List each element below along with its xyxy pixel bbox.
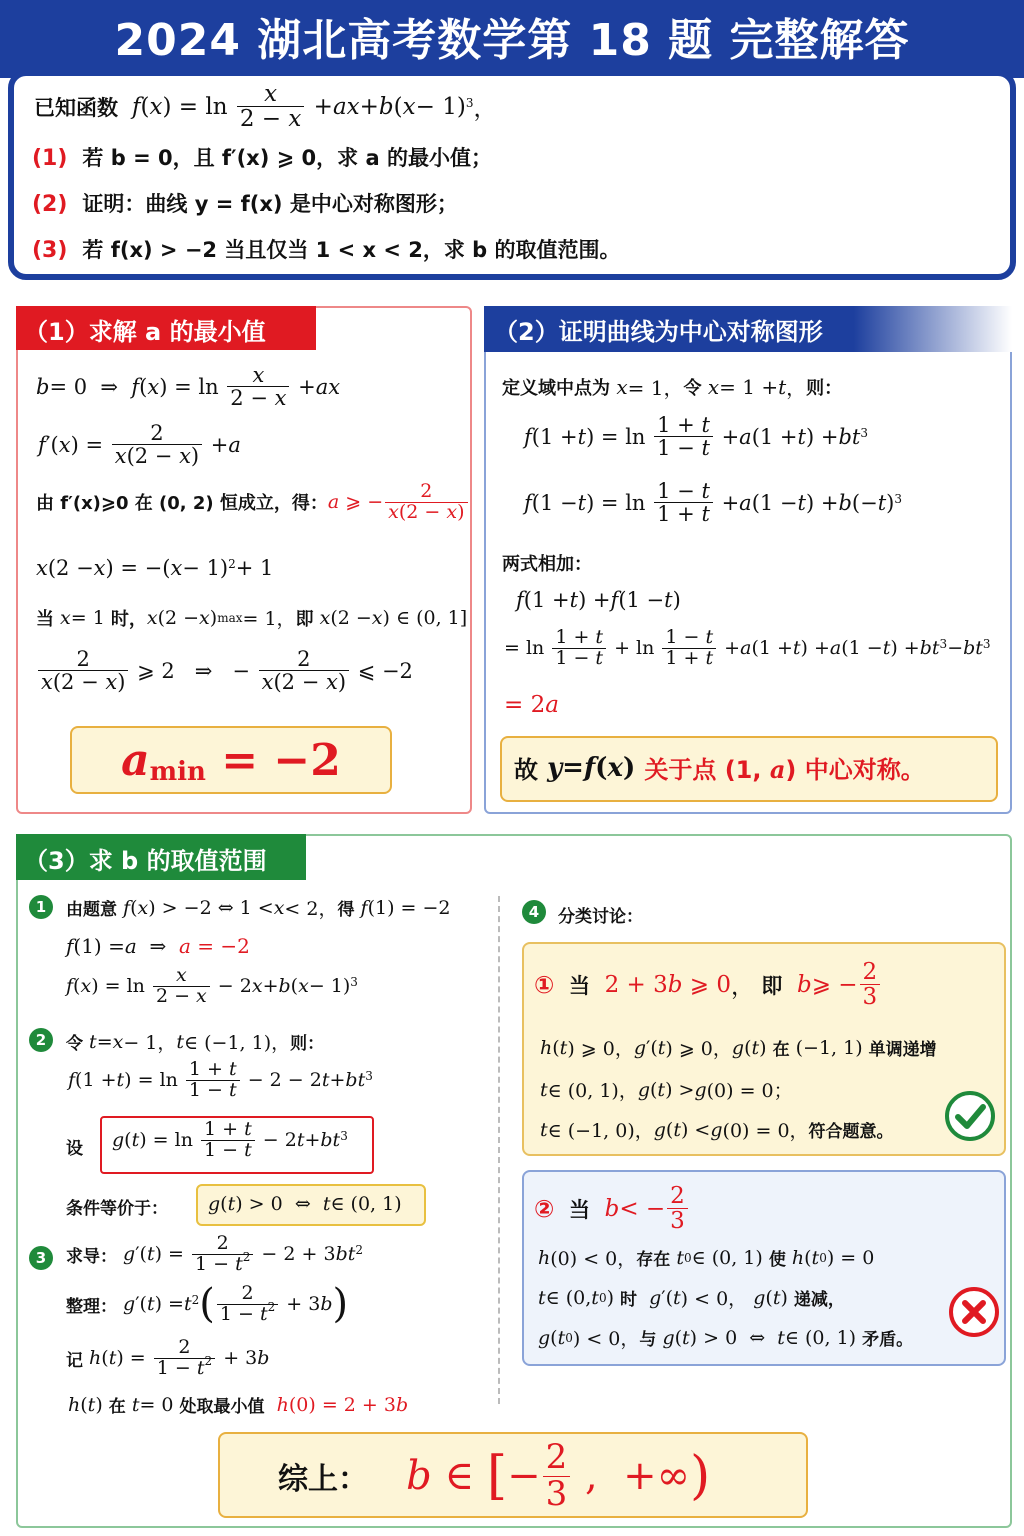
step3-line2-label: 整理： (66, 1296, 117, 1317)
step3-line1-label: 求导： (66, 1246, 117, 1267)
part1-line5: 当 x = 1 时， x (2 − x ) max = 1， 即 x (2 − x ) ∈ (0, 1] (36, 606, 468, 630)
part2-title: （2）证明曲线为中心对称图形 (494, 318, 823, 346)
step1-line1: 由题意 f ( x ) > −2 ⇔ 1 < x < 2， 得 f (1) = −2 (66, 896, 451, 920)
step3-line4: h ( t ) 在 t = 0 处取最小值 h(0) = 2 + 3b (68, 1393, 409, 1417)
part2-line2: f (1 + t ) = ln $\frac{1 + t}{1 - t}$ + a (1 + t ) + bt $^3$ (524, 413, 868, 461)
case2-num: ② (534, 1194, 555, 1223)
step2-line4: g ( t ) > 0 ⇔ t ∈ (0, 1) (208, 1193, 402, 1215)
q2-text: 证明：曲线 y = f(x) 是中心对称图形； (82, 192, 458, 216)
case1-line1: h ( t ) ⩾ 0， g ′( t ) ⩾ 0， g ( t ) 在 (−1, 1) 单调递增 (540, 1036, 937, 1060)
step2-line4-label: 条件等价于： (66, 1199, 168, 1219)
problem-given: 已知函数 f ( x ) = ln $\frac{x}{2 - x}$ + ax + b ( x − 1) $^3$ ， (34, 81, 497, 133)
line3-prefix: 由 f′(x)⩾0 在 (0, 2) 恒成立，得： (36, 493, 328, 515)
q2-label: (2) (32, 192, 68, 217)
step4-badge: 4 (522, 900, 546, 924)
part2-line7: = 2 a (504, 692, 559, 718)
problem-q1 (32, 142, 492, 172)
cross-icon (948, 1286, 1000, 1338)
step2-line2: f (1 + t ) = ln $\frac{1 + t}{1 - t}$ − 2 − 2 t + bt $^3$ (68, 1058, 373, 1101)
part1-line4: x (2 − x ) = −( x − 1) $^2$ + 1 (36, 556, 274, 580)
part2-line5: f (1 + t ) + f (1 − t ) (516, 588, 681, 612)
part1-line1: b = 0 ⇒ f ( x ) = ln $\frac{x}{2 - x}$ + ax (36, 363, 341, 411)
case1-line3: t ∈ (−1, 0)， g ( t ) < g (0) = 0， 符合题意。 (540, 1118, 894, 1142)
part1-line6: $\frac{2}{x(2 - x)}$ ⩾ 2 ⇒ − $\frac{2}{x(2 - x)}$ ⩽ −2 (36, 648, 413, 693)
part1-line3: 由 f′(x)⩾0 在 (0, 2) 恒成立，得： a ⩾ − $\frac{2}{x(2 - x)}$ (36, 482, 470, 523)
step2-line3: g ( t ) = ln $\frac{1 + t}{1 - t}$ − 2 t + bt $^3$ (112, 1118, 348, 1161)
check-icon (944, 1090, 996, 1142)
part3-divider (498, 896, 500, 1404)
q3-label: (3) (32, 238, 68, 263)
q1-text: 若 b = 0，且 f′(x) ⩾ 0，求 a 的最小值； (82, 146, 492, 170)
page-title: 2024 湖北高考数学第 18 题 完整解答 (114, 15, 910, 66)
step4-label: 分类讨论： (558, 907, 643, 927)
case1-cond: ① 当 2 + 3b ⩾ 0 ， 即 b ⩾ − $\frac{2}{3}$ (534, 960, 882, 1009)
step2-line1: 令 t = x − 1， t ∈ (−1, 1)， 则： (66, 1030, 325, 1054)
given-prefix: 已知函数 (34, 95, 118, 120)
case1-line2: t ∈ (0, 1)， g ( t ) > g (0) = 0； (540, 1078, 793, 1102)
part2-line3: f (1 − t ) = ln $\frac{1 - t}{1 + t}$ + a (1 − t ) + b (− t ) $^3$ (524, 479, 902, 527)
part2-conclusion: 故 y = f ( x ) 关于点 (1, a) 中心对称。 (514, 752, 925, 784)
summary: 综上： b ∈ [ − $\frac{2}{3}$ , +∞ ) (278, 1436, 711, 1514)
q3-text: 若 f(x) > −2 当且仅当 1 < x < 2，求 b 的取值范围。 (82, 238, 621, 262)
step3-line2: 整理： g ′( t ) = t $^2$ ( $\frac{2}{1 - t^2}$ + 3 b ) (66, 1281, 349, 1328)
step3-line3: 记 h ( t ) = $\frac{2}{1 - t^2}$ + 3 b (66, 1336, 270, 1379)
step3-badge: 3 (29, 1246, 53, 1270)
case2-line1: h (0) < 0， 存在 t 0 ∈ (0, 1) 使 h ( t 0 ) = 0 (538, 1246, 875, 1270)
summary-label: 综上： (278, 1462, 368, 1497)
part1-line2: f ′( x ) = $\frac{2}{x(2 - x)}$ + a (38, 421, 241, 469)
step1-badge: 1 (29, 895, 53, 919)
part1-title: （1）求解 a 的最小值 (16, 306, 316, 350)
step2-line3-label: 设 (66, 1139, 83, 1159)
part2-line4: 两式相加： (502, 554, 592, 575)
step2-badge: 2 (29, 1028, 53, 1052)
part2-line6: = ln $\frac{1 + t}{1 - t}$ + ln $\frac{1 - t}{1 + t}$ + a (1 + t ) + a (1 − t ) + bt $^3$ − bt $^3$ (504, 626, 991, 669)
problem-q3 (32, 234, 621, 264)
case2-cond: ② 当 b < − $\frac{2}{3}$ (534, 1184, 690, 1233)
case1-num: ① (534, 970, 555, 999)
problem-q2 (32, 188, 458, 218)
part1-result: a min = −2 (121, 734, 341, 787)
step1-line2: f (1) = a ⇒ a = −2 (66, 934, 250, 958)
part3-title: （3）求 b 的取值范围 (16, 834, 306, 880)
step1-line3: f ( x ) = ln $\frac{x}{2 - x}$ − 2 x + b ( x − 1) $^3$ (66, 964, 358, 1007)
part2-line1: 定义域中点为 x = 1， 令 x = 1 + t ， 则： (502, 374, 843, 400)
step3-line1: 求导： g ′( t ) = $\frac{2}{1 - t^2}$ − 2 + 3 bt $^2$ (66, 1232, 364, 1275)
case2-line2: t ∈ (0, t 0 ) 时 g ′( t ) < 0， g ( t ) 递减， (538, 1286, 845, 1310)
case2-line3: g ( t 0 ) < 0， 与 g ( t ) > 0 ⇔ t ∈ (0, 1) 矛盾。 (538, 1326, 914, 1350)
q1-label: (1) (32, 146, 68, 171)
